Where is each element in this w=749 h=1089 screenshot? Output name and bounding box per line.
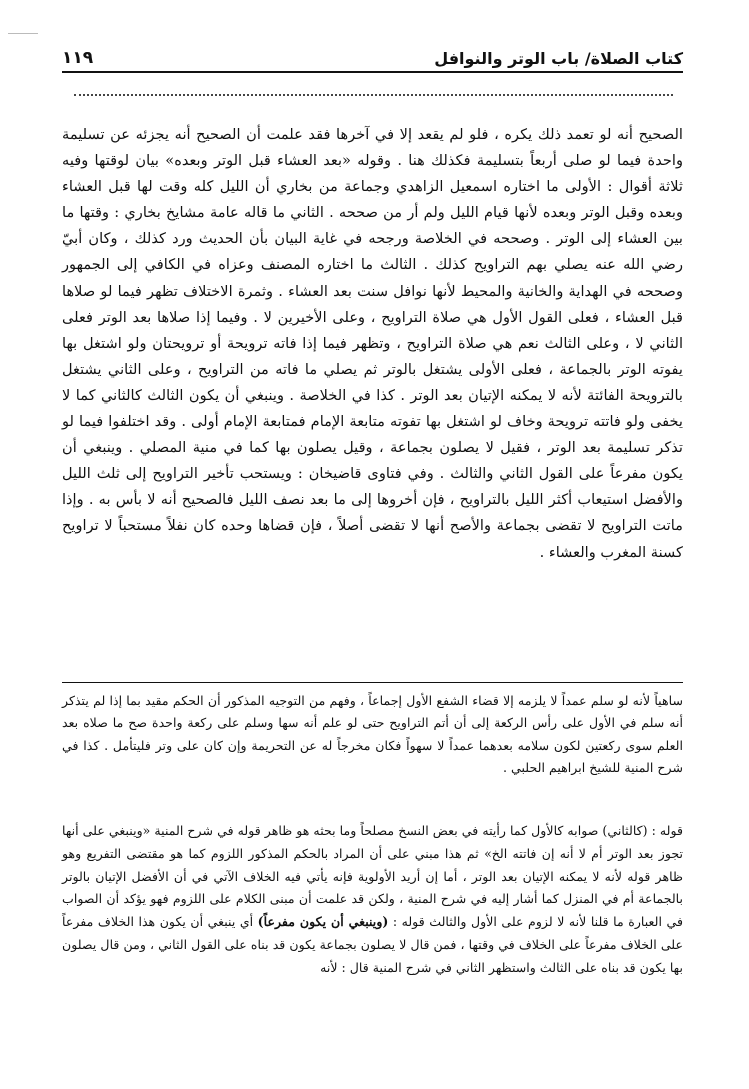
header-rule <box>62 71 683 73</box>
footnote-paragraph-1: ساهياً لأنه لو سلم عمداً لا يلزمه إلا قضاء الشفع الأول إجماعاً ، وفهم من التوجيه المذكور أن الحكم مقيد بما إذا لم يتذكر أنه سلم في الأول على رأس الركعة إلى أن أتم التراويح حتى لو علم أنه سها وسلم على ركعة واحدة صح ما صلاه بعد العلم سوى ركعتين لكون سلامه بعدهما عمداً لا سهواً فكان مخرجاً له عن التحريمة وإن كان على وتر فليتأمل . كذا في شرح المنية للشيخ ابراهيم الحلبي . <box>62 693 683 776</box>
footnote-rule <box>62 682 683 683</box>
dotted-divider <box>74 94 673 96</box>
scan-edge-mark <box>8 33 38 34</box>
running-title: كتاب الصلاة/ باب الوتر والنوافل <box>434 49 683 68</box>
footnote-text-tail: أي ينبغي أن يكون هذا الخلاف مفرعاً على الخلاف مفرعاً على الخلاف في وقتها ، فمن قال لا يصلون بجماعة يكون قد بناه على القول الثاني ، ومن قال يصلون بها يكون قد بناه على الثالث واستظهر الثاني في شرح المنية قال : لأنه <box>62 914 683 975</box>
main-paragraph: الصحيح أنه لو تعمد ذلك يكره ، فلو لم يقعد إلا في آخرها فقد علمت أن الصحيح أنه يجزئه عن تسليمة واحدة فيما لو صلى أربعاً بتسليمة فكذلك هنا . وقوله «بعد العشاء قبل الوتر وبعده» بيان لوقتها وفيه ثلاثة أقوال : الأولى ما اختاره اسمعيل الزاهدي وجماعة من بخاري أن الليل كله وقت لها قبل العشاء وبعده وقبل الوتر وبعده لأنها قيام الليل ولم أر من صححه . الثاني ما قاله عامة مشايخ بخاري : وقتها ما بين العشاء إلى الوتر . وصححه في الخلاصة ورجحه في غاية البيان بأن الحديث ورد كذلك ، وكان أبيّ رضي الله عنه يصلي بهم التراويح كذلك . الثالث ما اختاره المصنف وعزاه في الكافي إلى الجمهور وصححه في الهداية والخانية والمحيط لأنها نوافل سنت بعد العشاء . وثمرة الاختلاف تظهر فيما لو صلاها قبل العشاء ، فعلى القول الأول هي صلاة التراويح ، وعلى الأخيرين لا . وفيما إذا صلاها بعد الوتر فعلى الثاني لا ، وعلى الثالث نعم هي صلاة التراويح ، وتظهر فيما إذا فاته ترويحة أو ترويحتان ولو اشتغل بها يفوته الوتر بالجماعة ، فعلى الأولى يشتغل بالوتر ثم يصلي ما فاته من التراويح ، وعلى الثاني يشتغل بالترويحة الفائتة لأنه لا يمكنه الإتيان بعد الوتر . كذا في الخلاصة . وينبغي أن يكون الثالث كالثاني كما لا يخفى ولو فاتته ترويحة وخاف لو اشتغل بها تفوته متابعة الإمام فمتابعة الإمام أولى . وقد اختلفوا فيما لو تذكر تسليمة بعد الوتر ، فقيل لا يصلون بجماعة ، وقيل يصلون بها كما في منية المصلي . وينبغي أن يكون مفرعاً على القول الثاني والثالث . وفي فتاوى قاضيخان : ويستحب تأخير التراويح إلى ثلث الليل والأفضل استيعاب أكثر الليل بالتراويح ، فإن أخروها إلى ما بعد نصف الليل فالصحيح أنه لا بأس به . وإذا ماتت التراويح لا تقضى بجماعة والأصح أنها لا تقضى أصلاً ، فإن قضاها وحده كان نفلاً مستحباً لا تراويح كسنة المغرب والعشاء . <box>62 126 683 561</box>
footnote-text: قوله : (كالثاني) صوابه كالأول كما رأيته في بعض النسخ مصلحاً وما بحثه هو ظاهر قوله في شرح المنية «وينبغي على أنها تجوز بعد الوتر أم لا أنه إن فاتته الخ» ثم هذا مبني على أن المراد بالحكم المذكور اللزوم كما هو مقتضى التفريع وهو ظاهر قوله لأنه لا يمكنه الإتيان بعد الوتر ، أما إن أريد الأولوية فإنه يأتي فيه الخلاف الآتي في أن الأفضل الإتيان بالوتر بالجماعة أم في المنزل كما أشار إليه في شرح المنية ، ولكن قد علمت أن مبنى الكلام على اللزوم فهو يؤكد أن الصواب في العبارة ما قلنا لأنه لا لزوم على الأول والثالث قوله : <box>62 823 684 930</box>
footnote-block-1 <box>62 690 683 780</box>
footnote-paragraph-2 <box>62 820 683 980</box>
footnote-block-2 <box>62 820 683 980</box>
footnote-bold-quote: (وينبغي أن يكون مفرعاً) <box>257 914 389 930</box>
main-text-block <box>62 122 683 566</box>
page-number: ١١٩ <box>62 48 94 68</box>
page-header <box>62 34 683 68</box>
